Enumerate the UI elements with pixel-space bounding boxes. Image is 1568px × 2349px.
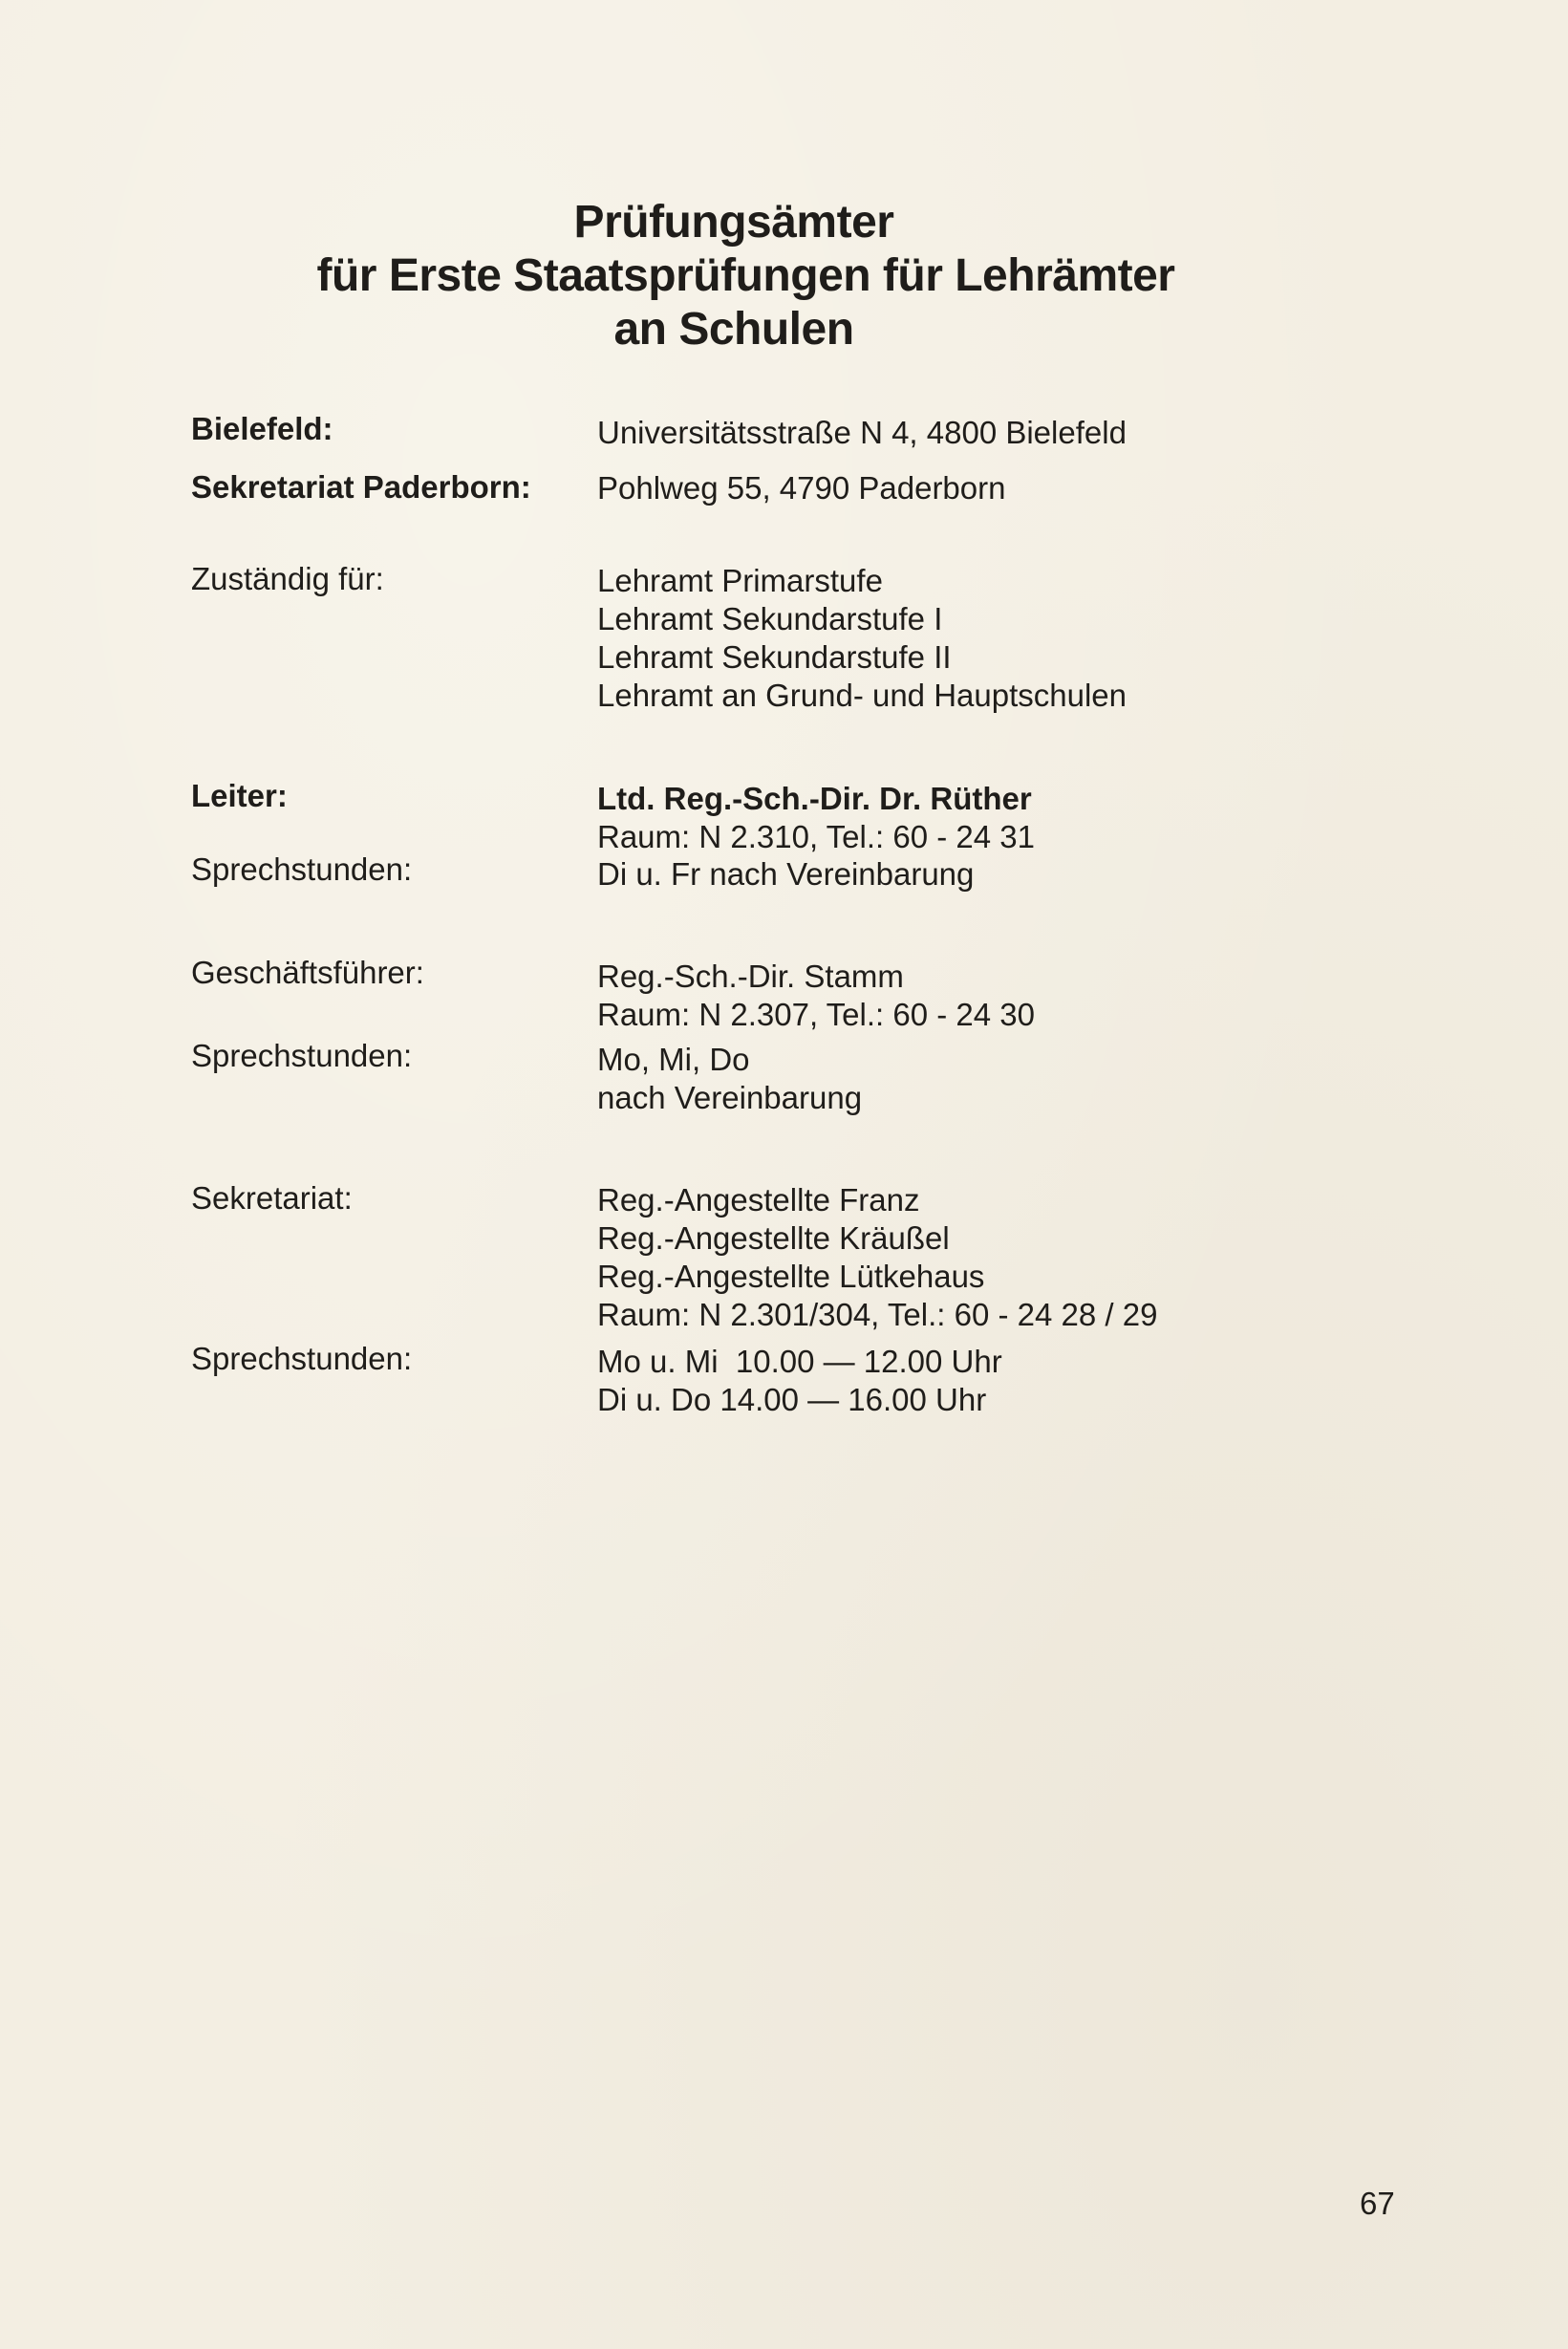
title-line-1: Prüfungsämter	[573, 197, 894, 248]
bielefeld-label: Bielefeld:	[191, 411, 333, 446]
geschaeftsfuehrer-hours-line-1: Mo, Mi, Do	[597, 1042, 750, 1077]
sekretariat-staff: Reg.-Angestellte Kräußel	[597, 1220, 950, 1256]
geschaeftsfuehrer-room: Raum: N 2.307, Tel.: 60 - 24 30	[597, 997, 1035, 1032]
responsibility-label: Zuständig für:	[191, 561, 384, 596]
geschaeftsfuehrer-hours	[597, 1041, 862, 1117]
responsibility-item: Lehramt Sekundarstufe II	[597, 639, 952, 675]
sekretariat-details	[597, 1181, 1157, 1334]
sekretariat-label: Sekretariat:	[191, 1180, 353, 1216]
paderborn-address: Pohlweg 55, 4790 Paderborn	[597, 470, 1006, 506]
sekretariat-staff: Reg.-Angestellte Franz	[597, 1182, 920, 1218]
sekretariat-hours	[597, 1343, 1002, 1419]
geschaeftsfuehrer-label: Geschäftsführer:	[191, 955, 424, 990]
bielefeld-address: Universitätsstraße N 4, 4800 Bielefeld	[597, 415, 1127, 450]
geschaeftsfuehrer-details	[597, 958, 1035, 1034]
geschaeftsfuehrer-name: Reg.-Sch.-Dir. Stamm	[597, 959, 904, 994]
leiter-details	[597, 780, 1035, 856]
leiter-room: Raum: N 2.310, Tel.: 60 - 24 31	[597, 819, 1035, 854]
sekretariat-hours-label: Sprechstunden:	[191, 1341, 413, 1376]
sekretariat-staff: Reg.-Angestellte Lütkehaus	[597, 1259, 985, 1294]
responsibility-list	[597, 562, 1127, 715]
responsibility-item: Lehramt Primarstufe	[597, 563, 883, 598]
title-line-2: für Erste Staatsprüfungen für Lehrämter	[316, 250, 1175, 301]
page-number: 67	[1360, 2186, 1395, 2221]
leiter-hours-label: Sprechstunden:	[191, 851, 413, 887]
paderborn-label: Sekretariat Paderborn:	[191, 469, 531, 505]
title-line-3: an Schulen	[613, 304, 854, 355]
leiter-name: Ltd. Reg.-Sch.-Dir. Dr. Rüther	[597, 781, 1032, 816]
sekretariat-room: Raum: N 2.301/304, Tel.: 60 - 24 28 / 29	[597, 1297, 1158, 1332]
geschaeftsfuehrer-hours-line-2: nach Vereinbarung	[597, 1080, 863, 1115]
leiter-hours: Di u. Fr nach Vereinbarung	[597, 856, 975, 892]
geschaeftsfuehrer-hours-label: Sprechstunden:	[191, 1038, 413, 1073]
responsibility-item: Lehramt an Grund- und Hauptschulen	[597, 678, 1128, 713]
sekretariat-hours-line-2: Di u. Do 14.00 — 16.00 Uhr	[597, 1382, 987, 1417]
leiter-label: Leiter:	[191, 778, 288, 813]
page-title	[0, 196, 1568, 356]
responsibility-item: Lehramt Sekundarstufe I	[597, 601, 943, 636]
sekretariat-hours-line-1: Mo u. Mi 10.00 — 12.00 Uhr	[597, 1344, 1002, 1379]
